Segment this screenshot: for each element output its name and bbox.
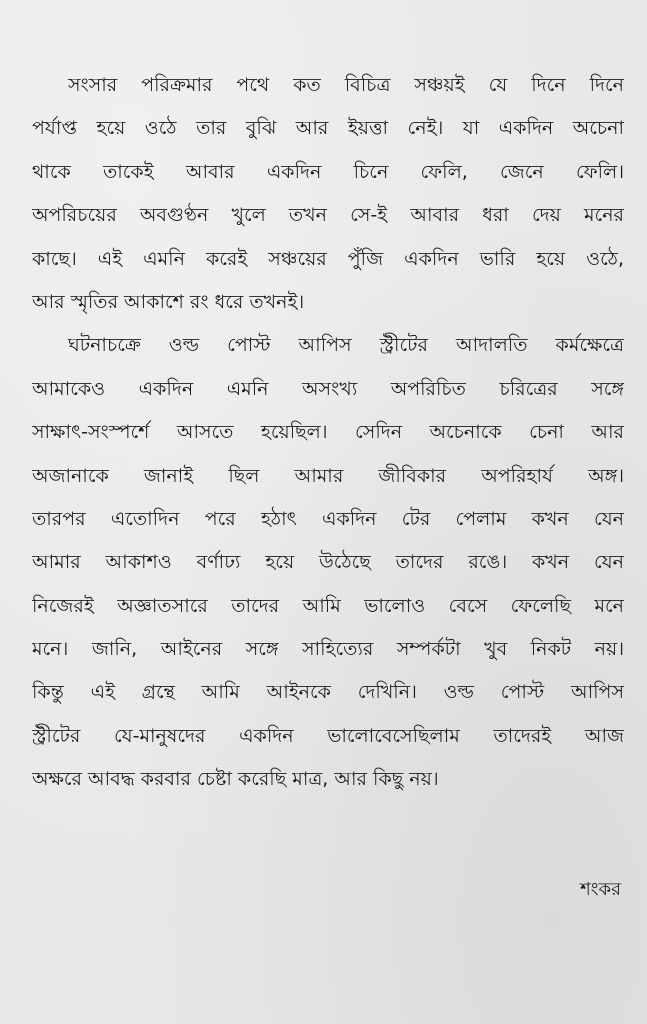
text-line: মনে। জানি, আইনের সঙ্গে সাহিত্যের সম্পর্কটা খুব নিকট নয়। xyxy=(32,638,624,661)
text-line: স্ট্রীটের যে-মানুষদের একদিন ভালোবেসেছিলাম তাদেরই আজ xyxy=(32,724,624,747)
preface-text xyxy=(32,64,624,802)
text-line: কাছে। এই এমনি করেই সঞ্চয়ের পুঁজি একদিন ভারি হয়ে ওঠে, xyxy=(32,247,624,270)
text-line: আর স্মৃতির আকাশে রং ধরে তখনই। xyxy=(32,290,305,313)
author-signature: শংকর xyxy=(580,879,621,900)
text-line: ঘটনাচক্রে ওল্ড পোস্ট আপিস স্ট্রীটের আদালতি কর্মক্ষেত্রে xyxy=(68,334,624,357)
text-line: আমাকেও একদিন এমনি অসংখ্য অপরিচিত চরিত্রের সঙ্গে xyxy=(32,377,624,400)
text-line: নিজেরই অজ্ঞাতসারে তাদের আমি ভালোও বেসে ফেলেছি মনে xyxy=(32,594,624,617)
text-line: আমার আকাশও বর্ণাঢ্য হয়ে উঠেছে তাদের রঙে। কখন যেন xyxy=(32,551,624,574)
text-line: তারপর এতোদিন পরে হঠাৎ একদিন টের পেলাম কখন যেন xyxy=(32,507,624,530)
text-line: অজানাকে জানাই ছিল আমার জীবিকার অপরিহার্য অঙ্গ। xyxy=(32,464,624,487)
text-line: অক্ষরে আবদ্ধ করবার চেষ্টা করেছি মাত্র, আর কিছু নয়। xyxy=(32,768,439,791)
text-line: কিন্তু এই গ্রন্থে আমি আইনকে দেখিনি। ওল্ড পোস্ট আপিস xyxy=(32,681,624,704)
text-line: সাক্ষাৎ-সংস্পর্শে আসতে হয়েছিল। সেদিন অচেনাকে চেনা আর xyxy=(32,421,624,444)
text-line: অপরিচয়ের অবগুণ্ঠন খুলে তখন সে-ই আবার ধরা দেয় মনের xyxy=(32,204,624,227)
text-line: সংসার পরিক্রমার পথে কত বিচিত্র সঞ্চয়ই যে দিনে দিনে xyxy=(68,74,624,96)
paragraph-1 xyxy=(32,64,624,324)
text-line: পর্যাপ্ত হয়ে ওঠে তার বুঝি আর ইয়ত্তা নেই। যা একদিন অচেনা xyxy=(32,117,624,140)
paragraph-2 xyxy=(32,324,624,801)
text-line: থাকে তাকেই আবার একদিন চিনে ফেলি, জেনে ফেলি। xyxy=(32,160,624,183)
